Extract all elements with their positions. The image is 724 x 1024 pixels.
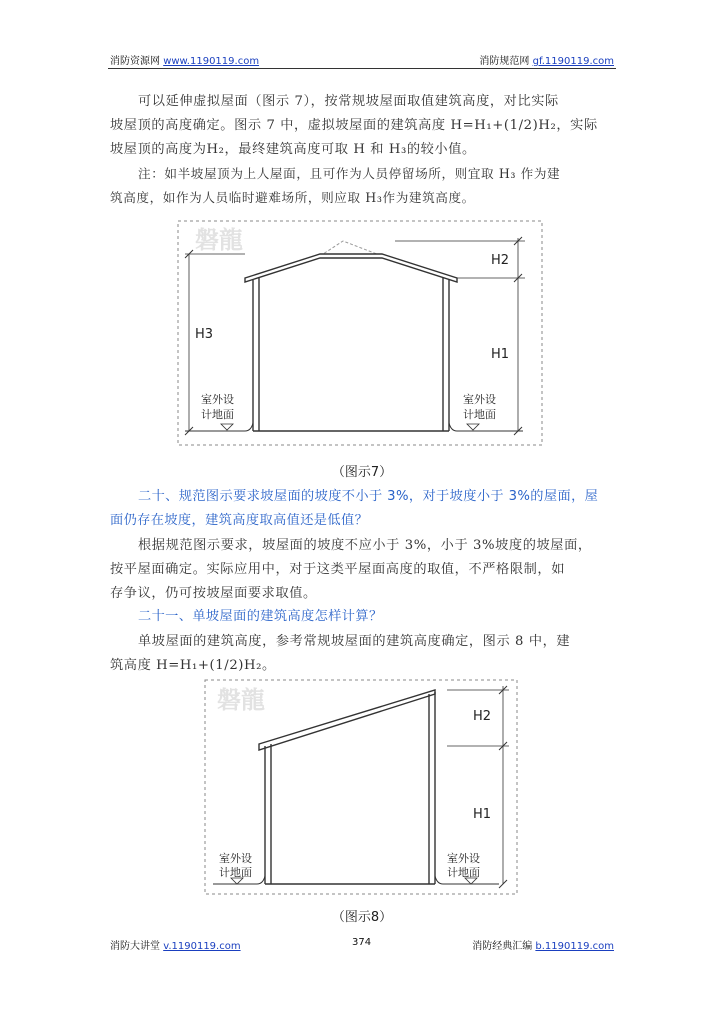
ground-left-label-2: 计地面 [219,866,252,879]
note-line-1: 注：如半坡屋顶为上人屋面，且可作为人员停留场所，则宜取 H₃ 作为建 [138,166,561,181]
ground-right-label-2: 计地面 [447,866,480,879]
paragraph-virtual-roof [110,90,614,162]
header-divider [108,68,616,69]
h1-label: H1 [491,347,510,362]
a20-line-3: 存争议，仍可按坡屋面要求取值。 [110,586,317,601]
h1-label: H1 [473,807,492,822]
ground-marker-right [467,424,479,430]
page-number: 374 [352,937,372,948]
q20-line-1: 二十、规范图示要求坡屋面的坡度不小于 3%，对于坡度小于 3%的屋面，屋 [138,489,599,504]
question-20 [110,485,614,533]
q21-line-1: 二十一、单坡屋面的建筑高度怎样计算？ [138,609,383,624]
footer-classic-name: 消防经典汇编 [472,941,533,952]
footer-lecture-link[interactable]: v.1190119.com [163,941,241,952]
ground-right-label-1: 室外设 [447,852,480,865]
figure-8-diagram [203,678,519,898]
p1-line-1: 可以延伸虚拟屋面（图示 7），按常规坡屋面取值建筑高度，对比实际 [138,94,559,109]
question-21 [110,605,614,629]
ground-marker-left [221,424,233,430]
footer-right [472,937,614,952]
h3-label: H3 [195,327,214,342]
answer-20 [110,534,614,606]
note-paragraph [110,162,614,210]
header-site-link[interactable]: www.1190119.com [163,56,260,67]
h2-label: H2 [473,709,492,724]
ground-right-line [449,423,523,431]
ground-left-label-1: 室外设 [219,852,252,865]
roof-outline [245,254,457,282]
header-spec-name: 消防规范网 [479,56,530,67]
p1-line-2: 坡屋顶的高度确定。图示 7 中，虚拟坡屋面的建筑高度 H=H₁+(1/2)H₂，实际 [110,118,598,133]
ground-left-line [185,423,253,431]
figure-7-watermark: 磐龍 [195,226,243,254]
figure-8-watermark: 磐龍 [217,686,265,714]
header-spec-link[interactable]: gf.1190119.com [532,56,614,67]
a21-line-2: 筑高度 H=H₁+(1/2)H₂。 [110,658,276,673]
ground-right-label-2: 计地面 [463,408,496,421]
note-line-2: 筑高度，如作为人员临时避难场所，则应取 H₃作为建筑高度。 [110,190,475,205]
footer-lecture-name: 消防大讲堂 [110,941,160,952]
p1-line-3: 坡屋顶的高度为H₂，最终建筑高度可取 H 和 H₃的较小值。 [110,142,476,157]
footer-left [110,937,241,952]
figure-8-caption: （图示8） [331,910,393,925]
h2-label: H2 [491,253,510,268]
figure-7-diagram [175,218,545,448]
a20-line-1: 根据规范图示要求，坡屋面的坡度不应小于 3%，小于 3%坡度的坡屋面， [138,538,592,553]
header-right [479,52,614,67]
a20-line-2: 按平屋面确定。实际应用中，对于这类平屋面高度的取值，不严格限制，如 [110,562,565,577]
q20-line-2: 面仍存在坡度，建筑高度取高值还是低值？ [110,513,369,528]
single-slope-roof [259,690,435,750]
header-left [110,52,259,67]
ground-left-label-2: 计地面 [201,408,234,421]
ground-right-label-1: 室外设 [463,393,496,406]
ground-left-label-1: 室外设 [201,393,234,406]
header-site-name: 消防资源网 [110,56,160,67]
a21-line-1: 单坡屋面的建筑高度，参考常规坡屋面的建筑高度确定，图示 8 中，建 [138,634,571,649]
footer-classic-link[interactable]: b.1190119.com [535,941,614,952]
answer-21 [110,630,614,678]
figure-7-caption: （图示7） [331,465,393,480]
